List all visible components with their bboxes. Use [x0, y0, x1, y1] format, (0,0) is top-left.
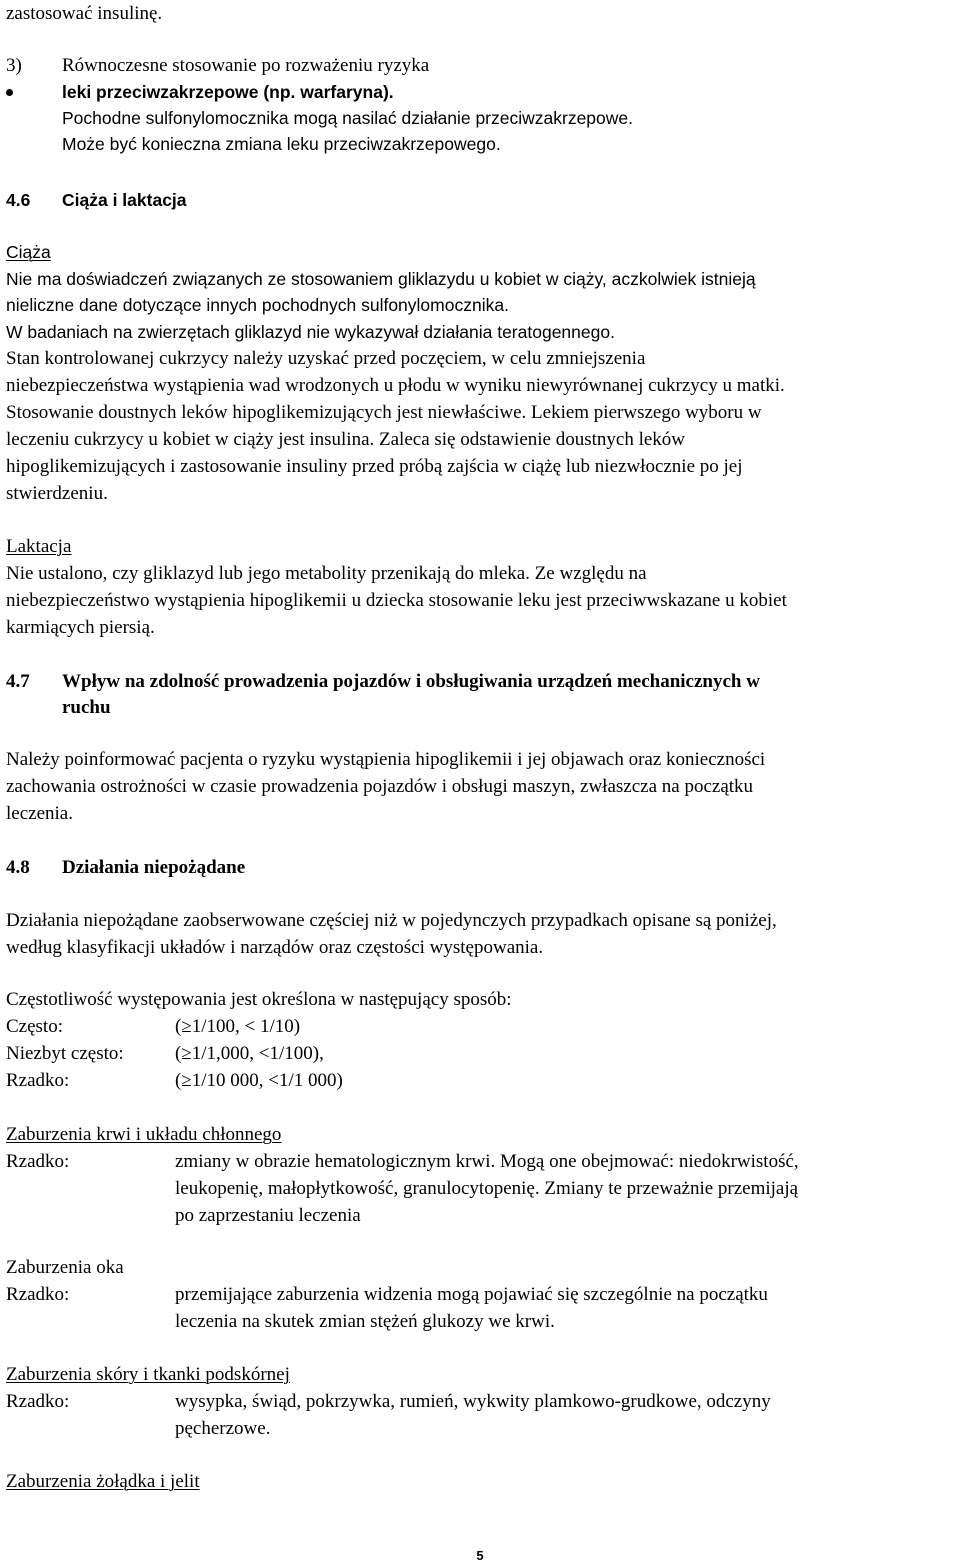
paragraph-line: nieliczne dane dotyczące innych pochodnych sulfonylomocznika. [6, 295, 509, 315]
section-heading-4-7 [6, 669, 760, 695]
subheading-blood: Zaburzenia krwi i układu chłonnego [6, 1124, 282, 1145]
paragraph-line: stwierdzeniu. [6, 483, 108, 504]
frequency-value: (≥1/100, < 1/10) [175, 1016, 301, 1037]
adverse-row [6, 1282, 946, 1308]
list-item-3-text: Równoczesne stosowanie po rozważeniu ryzyka [62, 55, 430, 76]
bullet-item-text: Może być konieczna zmiana leku przeciwzakrzepowego. [62, 134, 501, 154]
section-title: Wpływ na zdolność prowadzenia pojazdów i obsługiwania urządzeń mechanicznych w [62, 671, 760, 692]
section-heading-4-8 [6, 855, 245, 881]
adverse-text: leukopenię, małopłytkowość, granulocytopenię. Zmiany te przeważnie przemijają [175, 1178, 799, 1199]
continuation-text: zastosować insulinę. [6, 3, 163, 24]
bullet-icon [6, 89, 13, 96]
subheading-lactation: Laktacja [6, 536, 72, 557]
paragraph-line: Stosowanie doustnych leków hipoglikemizujących jest niewłaściwe. Lekiem pierwszego wyboru w [6, 402, 762, 423]
bullet-item-label: leki przeciwzakrzepowe (np. warfaryna). [62, 82, 394, 102]
frequency-row [6, 1068, 606, 1094]
adverse-text: przemijające zaburzenia widzenia mogą pojawiać się szczególnie na początku [175, 1284, 768, 1305]
frequency-label: Rzadko: [6, 1151, 70, 1172]
adverse-row [6, 1149, 946, 1175]
frequency-value: (≥1/10 000, <1/1 000) [175, 1070, 343, 1091]
paragraph-line: według klasyfikacji układów i narządów oraz częstości występowania. [6, 937, 544, 958]
frequency-row [6, 1041, 606, 1067]
paragraph-line: W badaniach na zwierzętach gliklazyd nie wykazywał działania teratogennego. [6, 322, 615, 342]
adverse-text: pęcherzowe. [175, 1418, 271, 1439]
adverse-text: po zaprzestaniu leczenia [175, 1205, 361, 1226]
paragraph-line: Działania niepożądane zaobserwowane częściej niż w pojedynczych przypadkach opisane są poniżej, [6, 910, 777, 931]
section-title-continued: ruchu [62, 697, 111, 718]
frequency-value: (≥1/1,000, <1/100), [175, 1043, 324, 1064]
frequency-intro: Częstotliwość występowania jest określona w następujący sposób: [6, 989, 512, 1010]
section-title: Działania niepożądane [62, 857, 246, 878]
adverse-text: leczenia na skutek zmian stężeń glukozy we krwi. [175, 1311, 555, 1332]
section-heading-4-6 [6, 187, 187, 213]
frequency-label: Rzadko: [6, 1070, 70, 1091]
section-number: 4.6 [6, 190, 31, 210]
adverse-row [6, 1389, 946, 1415]
frequency-row [6, 1014, 606, 1040]
section-number: 4.7 [6, 671, 30, 692]
paragraph-line: Nie ma doświadczeń związanych ze stosowaniem gliklazydu u kobiet w ciąży, aczkolwiek istnieją [6, 269, 756, 289]
bullet-item-text: Pochodne sulfonylomocznika mogą nasilać działanie przeciwzakrzepowe. [62, 108, 633, 128]
subheading-pregnancy: Ciąża [6, 242, 51, 262]
frequency-label: Rzadko: [6, 1391, 70, 1412]
paragraph-line: Nie ustalono, czy gliklazyd lub jego metabolity przenikają do mleka. Ze względu na [6, 563, 647, 584]
adverse-text: zmiany w obrazie hematologicznym krwi. Mogą one obejmować: niedokrwistość, [175, 1151, 799, 1172]
paragraph-line: leczeniu cukrzycy u kobiet w ciąży jest insulina. Zaleca się odstawienie doustnych leków [6, 429, 686, 450]
adverse-text: wysypka, świąd, pokrzywka, rumień, wykwity plamkowo-grudkowe, odczyny [175, 1391, 771, 1412]
subheading-gastrointestinal: Zaburzenia żołądka i jelit [6, 1471, 200, 1492]
frequency-label: Niezbyt często: [6, 1043, 124, 1064]
frequency-label: Rzadko: [6, 1284, 70, 1305]
paragraph-line: Należy poinformować pacjenta o ryzyku wystąpienia hipoglikemii i jej objawach oraz konieczności [6, 749, 766, 770]
paragraph-line: zachowania ostrożności w czasie prowadzenia pojazdów i obsługi maszyn, zwłaszcza na początku [6, 776, 754, 797]
list-item-3 [6, 53, 429, 79]
section-number: 4.8 [6, 857, 30, 878]
paragraph-line: Stan kontrolowanej cukrzycy należy uzyskać przed poczęciem, w celu zmniejszenia [6, 348, 646, 369]
paragraph-line: karmiących piersią. [6, 617, 155, 638]
paragraph-line: leczenia. [6, 803, 73, 824]
page-number: 5 [476, 1548, 484, 1563]
list-item-3-number: 3) [6, 55, 22, 76]
frequency-label: Często: [6, 1016, 63, 1037]
paragraph-line: hipoglikemizujących i zastosowanie insuliny przed próbą zajścia w ciążę lub niezwłocznie po jej [6, 456, 743, 477]
subheading-skin: Zaburzenia skóry i tkanki podskórnej [6, 1364, 290, 1385]
paragraph-line: niebezpieczeństwo wystąpienia hipoglikemii u dziecka stosowanie leku jest przeciwwskazane u kobiet [6, 590, 787, 611]
subheading-eye: Zaburzenia oka [6, 1257, 124, 1278]
paragraph-line: niebezpieczeństwa wystąpienia wad wrodzonych u płodu w wyniku niewyrównanej cukrzycy u matki. [6, 375, 785, 396]
section-title: Ciąża i laktacja [62, 190, 187, 210]
